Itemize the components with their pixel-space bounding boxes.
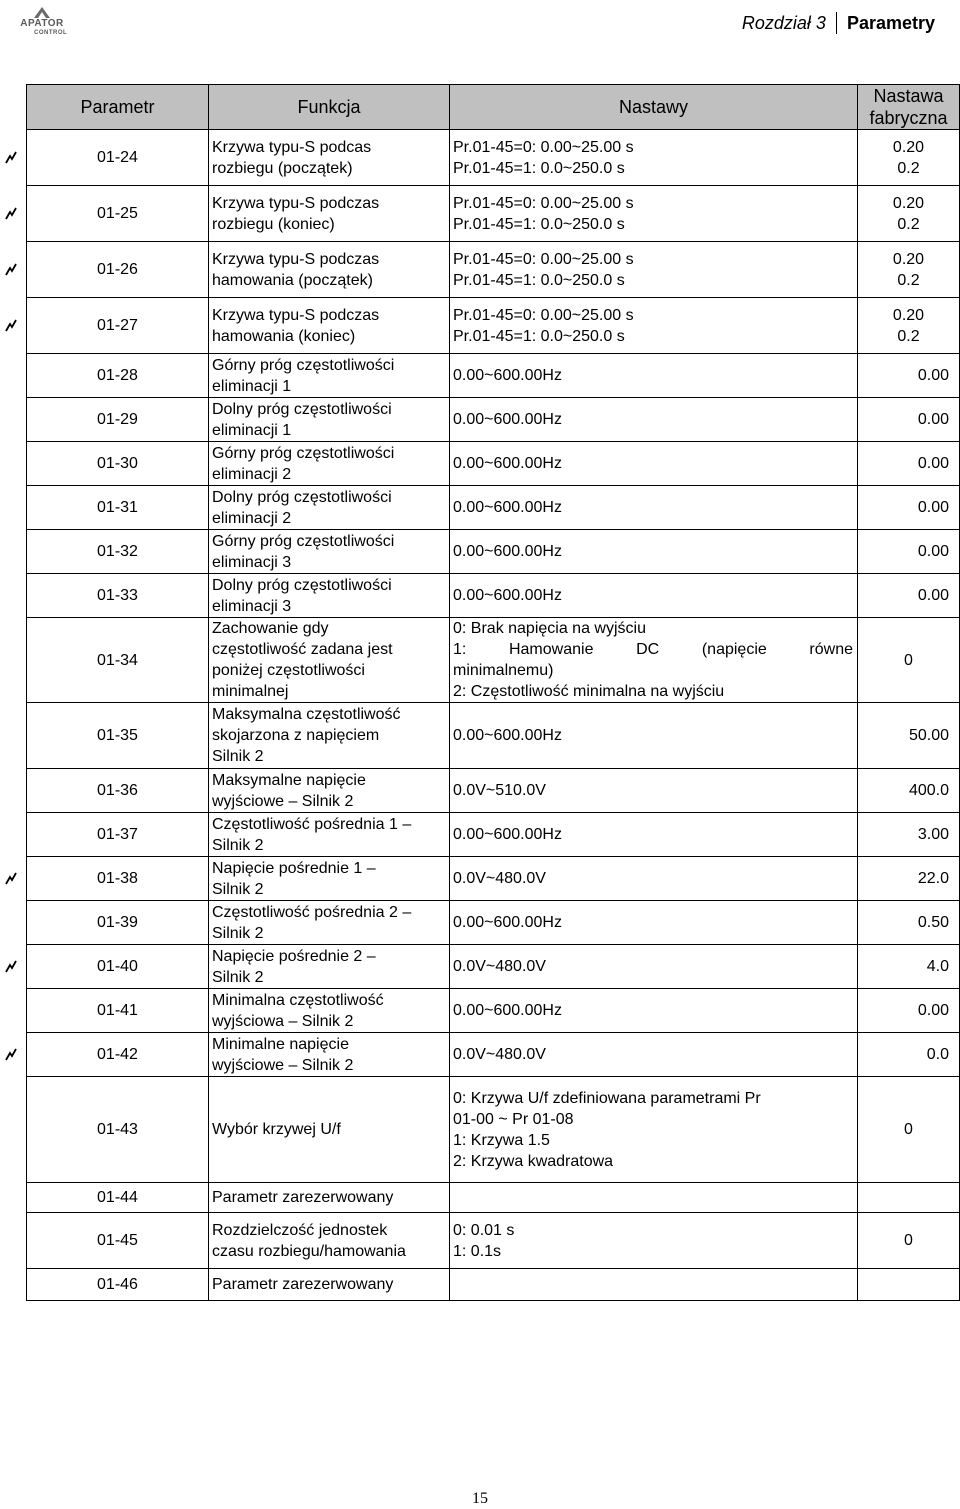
table-row	[27, 901, 960, 945]
function-text: Silnik 2	[212, 968, 264, 986]
param-code-cell	[27, 857, 209, 901]
param-code: 01-39	[97, 914, 138, 931]
settings-text: 0: Krzywa U/f zdefiniowana parametrami Pr	[453, 1089, 761, 1107]
function-cell	[209, 242, 450, 298]
default-value-cell	[858, 298, 960, 354]
settings-text: 1: Krzywa 1.5	[453, 1131, 550, 1149]
function-text: Minimalna częstotliwość	[212, 991, 384, 1009]
settings-text: Pr.01-45=1: 0.0~250.0 s	[453, 159, 625, 177]
settings-cell	[450, 486, 858, 530]
table-body	[27, 130, 960, 1301]
function-cell	[209, 901, 450, 945]
table-row	[27, 530, 960, 574]
function-cell	[209, 1033, 450, 1077]
param-code: 01-28	[97, 367, 138, 384]
chapter-label: Rozdział 3	[741, 12, 826, 33]
default-value: 0.50	[917, 914, 949, 931]
settings-text: 0.0V~480.0V	[453, 958, 546, 975]
function-cell	[209, 354, 450, 398]
param-code: 01-31	[97, 499, 138, 516]
settings-cell	[450, 398, 858, 442]
settings-text: 0.0V~480.0V	[453, 1046, 546, 1063]
param-code-cell	[27, 486, 209, 530]
default-value-cell	[858, 130, 960, 186]
param-code-cell	[27, 618, 209, 703]
param-code: 01-26	[97, 261, 138, 278]
online-edit-icon	[3, 871, 19, 887]
function-text: eliminacji 1	[212, 421, 292, 439]
param-code: 01-32	[97, 543, 138, 560]
function-cell	[209, 618, 450, 703]
default-value: 0	[904, 1232, 913, 1249]
settings-text: 1: Hamowanie DC (napięcie równe	[453, 641, 853, 658]
function-cell	[209, 186, 450, 242]
table-row	[27, 354, 960, 398]
param-code-cell	[27, 1033, 209, 1077]
settings-cell	[450, 442, 858, 486]
function-cell	[209, 398, 450, 442]
settings-text: 0.0V~480.0V	[453, 870, 546, 887]
default-value-cell	[858, 769, 960, 813]
param-code-cell	[27, 130, 209, 186]
default-value-cell	[858, 398, 960, 442]
function-cell	[209, 442, 450, 486]
settings-cell	[450, 242, 858, 298]
default-value: 3.00	[917, 826, 949, 843]
settings-cell	[450, 813, 858, 857]
table-row	[27, 857, 960, 901]
param-code-cell	[27, 1213, 209, 1269]
table-row	[27, 989, 960, 1033]
settings-cell	[450, 1077, 858, 1183]
settings-cell	[450, 989, 858, 1033]
settings-text: 0.00~600.00Hz	[453, 543, 562, 560]
header-divider	[836, 12, 837, 34]
table-row	[27, 442, 960, 486]
function-text: Krzywa typu-S podczas	[212, 306, 380, 324]
default-value-cell	[858, 442, 960, 486]
function-text: Krzywa typu-S podczas	[212, 250, 380, 268]
function-text: Maksymalne napięcie	[212, 771, 366, 789]
settings-text: 0.0V~510.0V	[453, 782, 546, 799]
section-title: Parametry	[846, 12, 935, 33]
default-value-cell	[858, 703, 960, 769]
function-text: minimalnej	[212, 683, 289, 700]
param-code: 01-40	[97, 958, 138, 975]
function-text: Zachowanie gdy	[212, 620, 329, 637]
function-text: Silnik 2	[212, 748, 264, 765]
default-value: 4.0	[926, 958, 949, 975]
settings-text: 0.00~600.00Hz	[453, 367, 562, 384]
param-code: 01-25	[97, 205, 138, 222]
function-text: Górny próg częstotliwości	[212, 532, 395, 550]
default-value: 0.00	[917, 587, 949, 604]
param-code-cell	[27, 186, 209, 242]
param-code: 01-45	[97, 1232, 138, 1249]
default-value-cell	[858, 1077, 960, 1183]
function-text: eliminacji 3	[212, 597, 292, 615]
settings-text: minimalnemu)	[453, 662, 554, 679]
function-text: Częstotliwość pośrednia 1 –	[212, 815, 412, 833]
function-text: Silnik 2	[212, 836, 264, 854]
settings-text: 1: 0.1s	[453, 1242, 502, 1260]
function-cell	[209, 769, 450, 813]
param-code: 01-41	[97, 1002, 138, 1019]
param-code-cell	[27, 989, 209, 1033]
table-row	[27, 1077, 960, 1183]
param-code-cell	[27, 901, 209, 945]
default-value: 0.00	[917, 1002, 949, 1019]
table-row	[27, 242, 960, 298]
column-header-param: Parametr	[27, 85, 209, 130]
default-value: 0.00	[917, 411, 949, 428]
settings-cell	[450, 354, 858, 398]
online-edit-icon	[3, 262, 19, 278]
default-value-cell	[858, 813, 960, 857]
default-value: 0.20	[892, 250, 925, 268]
function-text: Silnik 2	[212, 880, 264, 898]
function-text: poniżej częstotliwości	[212, 662, 365, 679]
settings-cell	[450, 618, 858, 703]
param-code-cell	[27, 298, 209, 354]
default-value-cell	[858, 1183, 960, 1213]
default-value: 22.0	[917, 870, 949, 887]
function-cell	[209, 989, 450, 1033]
settings-cell	[450, 703, 858, 769]
default-value: 0.2	[897, 271, 920, 289]
online-edit-icon	[3, 150, 19, 166]
function-text: Dolny próg częstotliwości	[212, 488, 392, 506]
settings-text: 0.00~600.00Hz	[453, 499, 562, 516]
settings-text: Pr.01-45=0: 0.00~25.00 s	[453, 306, 634, 324]
default-value-cell	[858, 530, 960, 574]
function-text: Dolny próg częstotliwości	[212, 576, 392, 594]
settings-cell	[450, 769, 858, 813]
function-text: rozbiegu (początek)	[212, 159, 353, 177]
settings-text: 0.00~600.00Hz	[453, 727, 562, 744]
table-row	[27, 618, 960, 703]
function-text: Górny próg częstotliwości	[212, 444, 395, 462]
default-value: 0.2	[897, 215, 920, 233]
default-value-cell	[858, 486, 960, 530]
function-text: Parametr zarezerwowany	[212, 1276, 394, 1293]
function-text: Częstotliwość pośrednia 2 –	[212, 903, 412, 921]
default-value-cell	[858, 186, 960, 242]
settings-cell	[450, 186, 858, 242]
param-code-cell	[27, 1269, 209, 1301]
settings-text: 0.00~600.00Hz	[453, 411, 562, 428]
param-code-cell	[27, 242, 209, 298]
table-row	[27, 298, 960, 354]
table-row	[27, 813, 960, 857]
default-value: 0	[904, 1121, 913, 1138]
default-value-cell	[858, 901, 960, 945]
apator-logo	[4, 6, 80, 36]
settings-cell	[450, 1033, 858, 1077]
function-text: hamowania (początek)	[212, 271, 373, 289]
function-text: częstotliwość zadana jest	[212, 641, 393, 658]
function-text: hamowania (koniec)	[212, 327, 356, 345]
default-value: 400.0	[908, 782, 949, 799]
function-cell	[209, 857, 450, 901]
param-code-cell	[27, 398, 209, 442]
online-edit-icon	[3, 318, 19, 334]
default-value: 0.20	[892, 306, 925, 324]
settings-text: Pr.01-45=1: 0.0~250.0 s	[453, 215, 625, 233]
default-value: 0.00	[917, 499, 949, 516]
default-value: 0	[904, 651, 913, 669]
param-code-cell	[27, 945, 209, 989]
function-cell	[209, 130, 450, 186]
default-value: 0.00	[917, 543, 949, 560]
default-value: 50.00	[908, 727, 949, 744]
param-code: 01-34	[97, 651, 138, 669]
settings-cell	[450, 574, 858, 618]
default-value: 0.2	[897, 159, 920, 177]
param-code-cell	[27, 354, 209, 398]
settings-cell	[450, 901, 858, 945]
function-text: Maksymalna częstotliwość	[212, 706, 401, 723]
settings-cell	[450, 130, 858, 186]
function-cell	[209, 813, 450, 857]
param-code: 01-46	[97, 1276, 138, 1293]
function-cell	[209, 945, 450, 989]
settings-text: 0.00~600.00Hz	[453, 587, 562, 604]
table-row	[27, 1213, 960, 1269]
settings-text: Pr.01-45=0: 0.00~25.00 s	[453, 250, 634, 268]
function-text: czasu rozbiegu/hamowania	[212, 1242, 406, 1260]
param-code-cell	[27, 769, 209, 813]
param-code: 01-37	[97, 826, 138, 843]
page-header	[742, 12, 935, 34]
function-text: Minimalne napięcie	[212, 1035, 349, 1053]
settings-text: 2: Częstotliwość minimalna na wyjściu	[453, 683, 725, 700]
default-value: 0.00	[917, 455, 949, 472]
function-text: Krzywa typu-S podcas	[212, 138, 372, 156]
table-row	[27, 574, 960, 618]
param-code: 01-24	[97, 149, 138, 166]
function-text: eliminacji 1	[212, 377, 292, 395]
function-text: wyjściowe – Silnik 2	[212, 1056, 354, 1074]
default-value-cell	[858, 857, 960, 901]
param-code-cell	[27, 703, 209, 769]
table-row	[27, 1033, 960, 1077]
function-text: Krzywa typu-S podczas	[212, 194, 380, 212]
function-text: skojarzona z napięciem	[212, 727, 380, 744]
settings-text: Pr.01-45=1: 0.0~250.0 s	[453, 271, 625, 289]
function-text: eliminacji 2	[212, 509, 292, 527]
function-text: Parametr zarezerwowany	[212, 1189, 394, 1206]
settings-cell	[450, 530, 858, 574]
function-text: wyjściowe – Silnik 2	[212, 792, 354, 810]
logo-text: APATOR	[20, 18, 64, 29]
settings-cell	[450, 945, 858, 989]
default-value-cell	[858, 1269, 960, 1301]
settings-text: Pr.01-45=1: 0.0~250.0 s	[453, 327, 625, 345]
settings-cell	[450, 1183, 858, 1213]
function-cell	[209, 1269, 450, 1301]
table-header-row	[27, 85, 960, 130]
online-edit-icon	[3, 206, 19, 222]
param-code-cell	[27, 442, 209, 486]
default-value: 0.20	[892, 194, 925, 212]
column-header-function: Funkcja	[209, 85, 450, 130]
param-code: 01-30	[97, 455, 138, 472]
function-text: eliminacji 3	[212, 553, 292, 571]
param-code: 01-27	[97, 317, 138, 334]
default-value-cell	[858, 989, 960, 1033]
parameter-table	[26, 84, 960, 1301]
param-code: 01-38	[97, 870, 138, 887]
param-code: 01-29	[97, 411, 138, 428]
online-edit-icon	[3, 1047, 19, 1063]
table-row	[27, 186, 960, 242]
function-cell	[209, 1077, 450, 1183]
settings-text: 0.00~600.00Hz	[453, 455, 562, 472]
param-code: 01-42	[97, 1046, 138, 1063]
default-value-cell	[858, 354, 960, 398]
settings-text: 0: Brak napięcia na wyjściu	[453, 620, 646, 637]
default-value-cell	[858, 574, 960, 618]
page-number: 15	[472, 1490, 488, 1507]
table-row	[27, 945, 960, 989]
table-row	[27, 486, 960, 530]
column-header-settings: Nastawy	[450, 85, 858, 130]
param-code-cell	[27, 574, 209, 618]
function-cell	[209, 1183, 450, 1213]
table-row	[27, 1183, 960, 1213]
default-value: 0.2	[897, 327, 920, 345]
param-code: 01-36	[97, 782, 138, 799]
settings-cell	[450, 298, 858, 354]
settings-text: Pr.01-45=0: 0.00~25.00 s	[453, 138, 634, 156]
param-code: 01-44	[97, 1189, 138, 1206]
table-row	[27, 769, 960, 813]
function-cell	[209, 530, 450, 574]
table-row	[27, 1269, 960, 1301]
settings-text: 0.00~600.00Hz	[453, 914, 562, 931]
function-text: rozbiegu (koniec)	[212, 215, 335, 233]
function-text: Napięcie pośrednie 1 –	[212, 859, 376, 877]
param-code-cell	[27, 1077, 209, 1183]
logo-subtext: CONTROL	[34, 30, 68, 36]
function-cell	[209, 703, 450, 769]
settings-text: 01-00 ~ Pr 01-08	[453, 1110, 574, 1128]
default-value-cell	[858, 1213, 960, 1269]
function-text: Silnik 2	[212, 924, 264, 942]
default-value: 0.20	[892, 138, 925, 156]
param-code: 01-43	[97, 1121, 138, 1138]
function-cell	[209, 1213, 450, 1269]
param-code-cell	[27, 530, 209, 574]
settings-cell	[450, 1269, 858, 1301]
table-row	[27, 398, 960, 442]
function-text: Górny próg częstotliwości	[212, 356, 395, 374]
function-text: Rozdzielczość jednostek	[212, 1221, 388, 1239]
settings-text: 0.00~600.00Hz	[453, 826, 562, 843]
function-text: Wybór krzywej U/f	[212, 1121, 341, 1138]
param-code-cell	[27, 813, 209, 857]
settings-text: 0.00~600.00Hz	[453, 1002, 562, 1019]
table-row	[27, 130, 960, 186]
function-cell	[209, 486, 450, 530]
function-text: Napięcie pośrednie 2 –	[212, 947, 376, 965]
settings-text: 0: 0.01 s	[453, 1221, 515, 1239]
param-code: 01-35	[97, 727, 138, 744]
function-text: Dolny próg częstotliwości	[212, 400, 392, 418]
table-row	[27, 703, 960, 769]
default-value-cell	[858, 1033, 960, 1077]
param-code: 01-33	[97, 587, 138, 604]
settings-cell	[450, 857, 858, 901]
default-value: 0.0	[926, 1046, 949, 1063]
default-value-cell	[858, 945, 960, 989]
function-cell	[209, 298, 450, 354]
param-code-cell	[27, 1183, 209, 1213]
default-value: 0.00	[917, 367, 949, 384]
default-value-cell	[858, 242, 960, 298]
column-header-default: Nastawa fabryczna	[858, 85, 960, 130]
settings-cell	[450, 1213, 858, 1269]
function-text: eliminacji 2	[212, 465, 292, 483]
settings-text: Pr.01-45=0: 0.00~25.00 s	[453, 194, 634, 212]
settings-text: 2: Krzywa kwadratowa	[453, 1152, 614, 1170]
default-value-cell	[858, 618, 960, 703]
function-cell	[209, 574, 450, 618]
online-edit-icon	[3, 959, 19, 975]
function-text: wyjściowa – Silnik 2	[212, 1012, 354, 1030]
